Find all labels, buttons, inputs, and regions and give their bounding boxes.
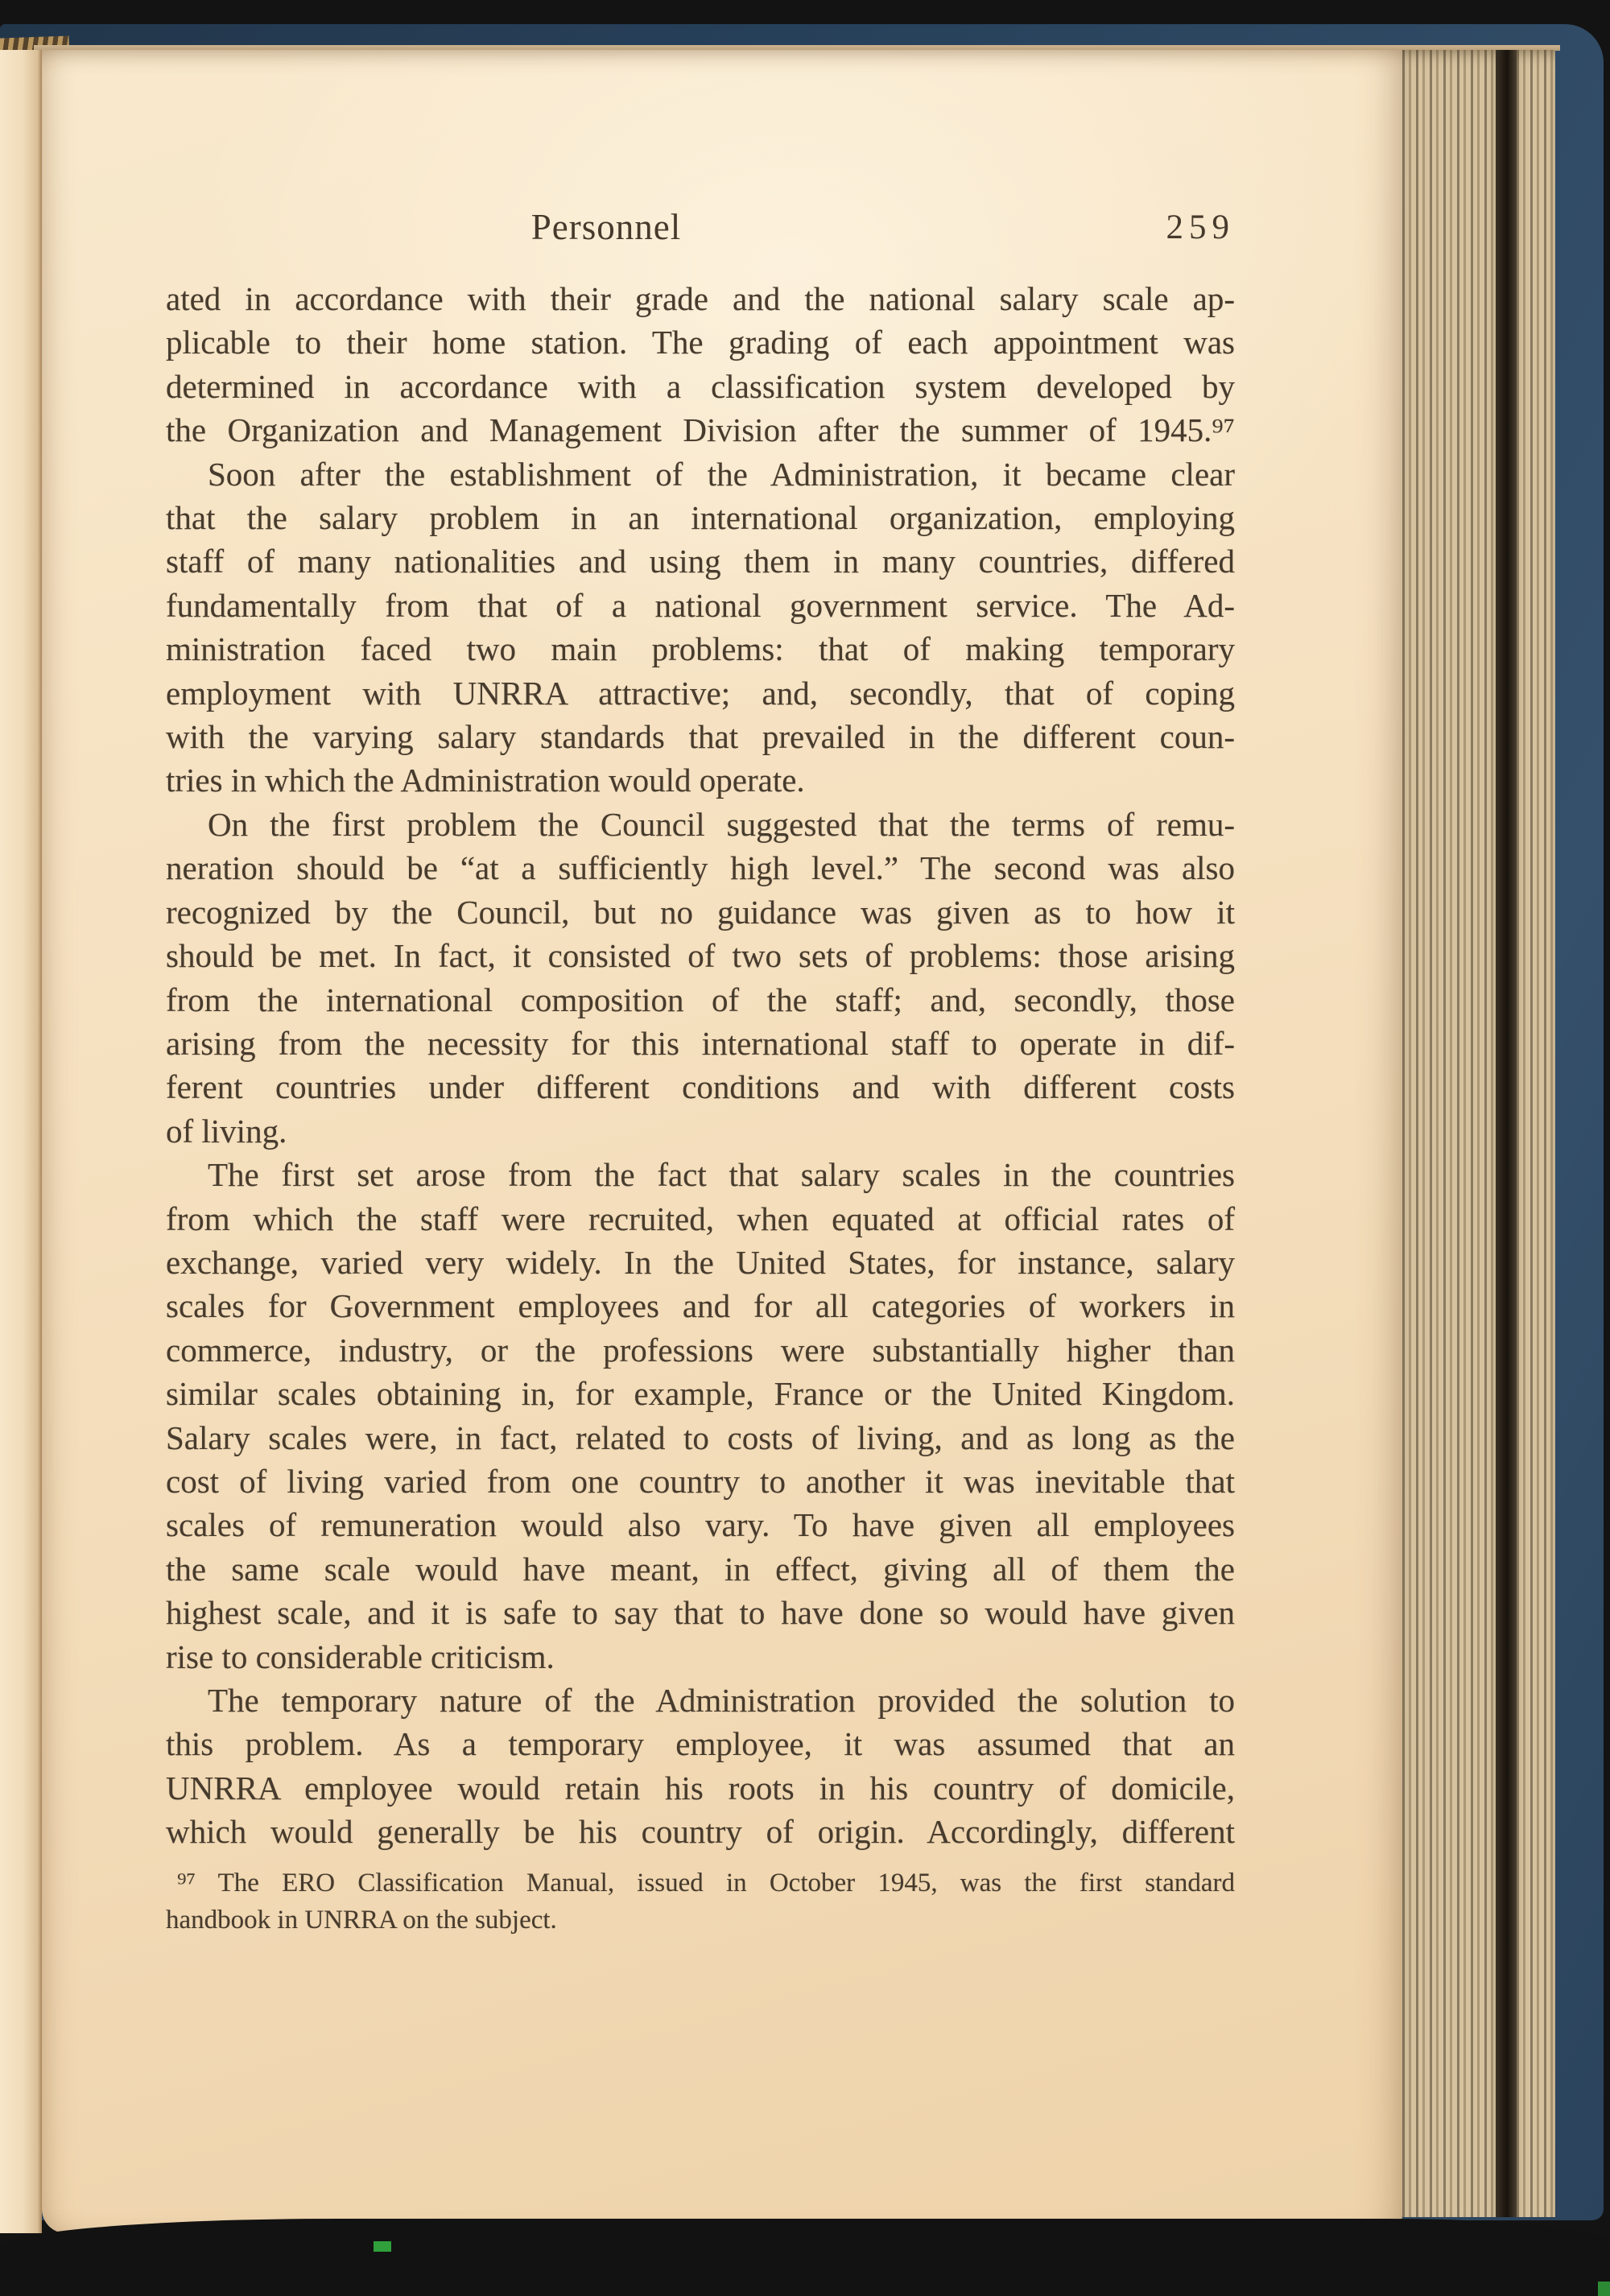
text-line: scales of remuneration would also vary. To have given all employees: [166, 1506, 1235, 1544]
footnote: [166, 1864, 1235, 1939]
text-line: this problem. As a temporary employee, it was assumed that an: [166, 1725, 1235, 1763]
scan-artifact-green: [1598, 2282, 1610, 2296]
text-line: neration should be “at a sufficiently high level.” The second was also: [166, 849, 1235, 887]
text-line: with the varying salary standards that prevailed in the different coun-: [166, 718, 1235, 756]
text-line: arising from the necessity for this international staff to operate in dif-: [166, 1024, 1235, 1062]
fore-edge-gap: [1496, 50, 1517, 2217]
text-line: rise to considerable criticism.: [166, 1637, 555, 1675]
text-line: recognized by the Council, but no guidance was given as to how it: [166, 893, 1235, 931]
text-line: Salary scales were, in fact, related to costs of living, and as long as the: [166, 1418, 1235, 1456]
left-page-edge: [0, 50, 42, 2233]
text-line: tries in which the Administration would operate.: [166, 762, 805, 799]
text-line: UNRRA employee would retain his roots in his country of domicile,: [166, 1769, 1235, 1807]
text-line: ferent countries under different conditions and with different costs: [166, 1068, 1235, 1106]
running-header: Personnel: [530, 207, 682, 247]
text-line: from which the staff were recruited, when equated at official rates of: [166, 1200, 1235, 1237]
text-line: highest scale, and it is safe to say that to have done so would have given: [166, 1594, 1235, 1632]
text-line: staff of many nationalities and using them in many countries, differed: [166, 543, 1235, 580]
text-line: ated in accordance with their grade and the national salary scale ap-: [166, 280, 1235, 317]
body-text: [166, 277, 1235, 1854]
text-line: handbook in UNRRA on the subject.: [166, 1906, 557, 1935]
text-line: of living.: [166, 1112, 287, 1150]
text-line: employment with UNRRA attractive; and, secondly, that of coping: [166, 674, 1235, 712]
text-line: fundamentally from that of a national government service. The Ad-: [166, 586, 1235, 624]
text-line: plicable to their home station. The grading of each appointment was: [166, 324, 1235, 361]
text-line: exchange, varied very widely. In the United States, for instance, salary: [166, 1243, 1235, 1281]
text-line: should be met. In fact, it consisted of two sets of problems: those arising: [166, 937, 1235, 975]
text-line: ministration faced two main problems: that of making temporary: [166, 630, 1235, 668]
book-page: [42, 50, 1402, 2233]
text-line: the Organization and Management Division after the summer of 1945.⁹⁷: [166, 411, 1235, 449]
fore-edge-stripes-outer: [1517, 50, 1555, 2217]
scan-artifact-green: [374, 2241, 391, 2252]
text-line: The temporary nature of the Administration provided the solution to: [208, 1682, 1235, 1719]
text-line: ⁹⁷ The ERO Classification Manual, issued in October 1945, was the first standard: [177, 1869, 1235, 1898]
text-line: determined in accordance with a classification system developed by: [166, 367, 1235, 405]
text-line: that the salary problem in an international organization, employing: [166, 499, 1235, 537]
text-line: cost of living varied from one country to another it was inevitable that: [166, 1462, 1235, 1500]
text-line: Soon after the establishment of the Administration, it became clear: [208, 455, 1235, 493]
text-line: commerce, industry, or the professions were substantially higher than: [166, 1331, 1235, 1369]
text-line: On the first problem the Council suggested that the terms of remu-: [208, 805, 1235, 843]
fore-edge-stripes-inner: [1402, 50, 1496, 2217]
bottom-shadow: [0, 2219, 1610, 2296]
text-line: scales for Government employees and for all categories of workers in: [166, 1287, 1235, 1325]
text-line: the same scale would have meant, in effect, giving all of them the: [166, 1550, 1235, 1588]
text-line: similar scales obtaining in, for example, France or the United Kingdom.: [166, 1375, 1235, 1413]
text-line: The first set arose from the fact that salary scales in the countries: [208, 1156, 1235, 1194]
text-line: from the international composition of the staff; and, secondly, those: [166, 981, 1235, 1018]
page-stack-fore-edge: [1402, 50, 1555, 2217]
text-line: which would generally be his country of origin. Accordingly, different: [166, 1813, 1235, 1851]
page-number: 259: [1166, 209, 1235, 246]
